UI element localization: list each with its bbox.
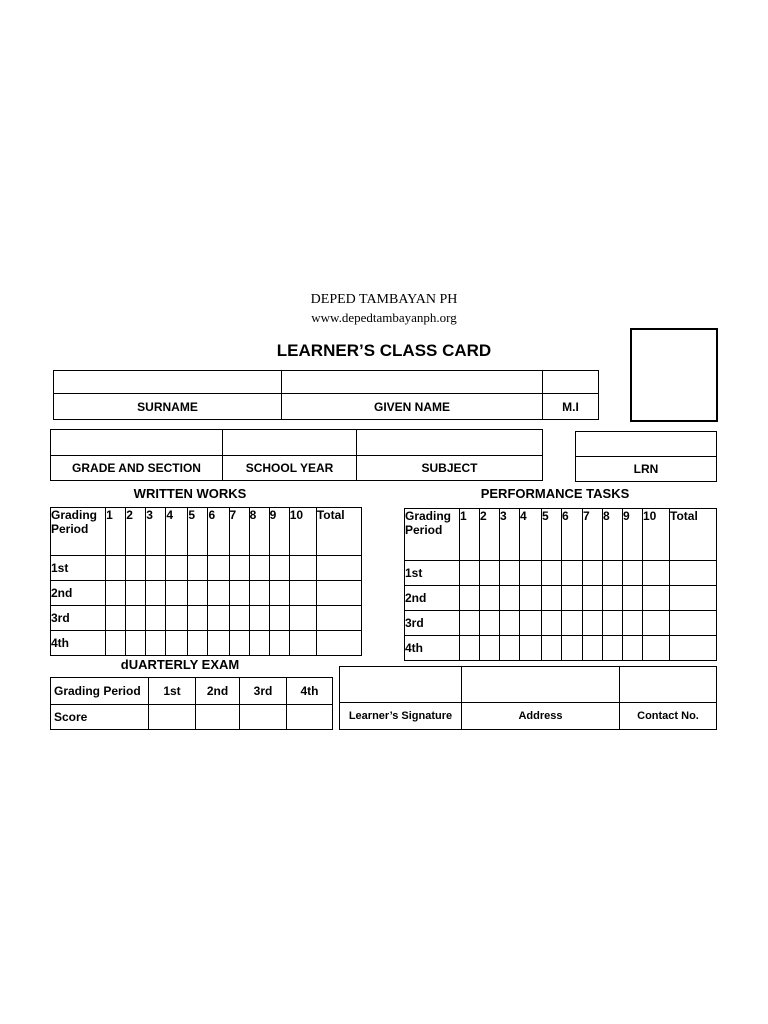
address-label: Address (462, 703, 620, 730)
table-row (51, 606, 362, 631)
qe-score-4th[interactable] (287, 705, 333, 730)
pt-row-label: 1st (405, 561, 460, 586)
qe-score-label: Score (51, 705, 149, 730)
ww-col-4: 4 (166, 508, 188, 556)
pt-col-5: 5 (542, 509, 562, 561)
ww-col-3: 3 (146, 508, 166, 556)
quarterly-exam-title: dUARTERLY EXAM (120, 657, 240, 672)
signature-label: Learner’s Signature (340, 703, 462, 730)
pt-col-6: 6 (562, 509, 583, 561)
subject-label: SUBJECT (357, 456, 543, 481)
signature-table (339, 666, 717, 730)
pt-col-4: 4 (520, 509, 542, 561)
table-row (405, 561, 717, 586)
table-row (51, 631, 362, 656)
table-row (405, 586, 717, 611)
pt-col-10: 10 (643, 509, 670, 561)
surname-field[interactable] (54, 371, 282, 394)
ww-row-label: 1st (51, 556, 106, 581)
pt-row-label: 4th (405, 636, 460, 661)
ww-col-10: 10 (289, 508, 316, 556)
name-table (53, 370, 599, 420)
performance-tasks-title: PERFORMANCE TASKS (480, 486, 630, 501)
written-works-title: WRITTEN WORKS (133, 486, 247, 501)
table-row (51, 581, 362, 606)
ww-row-label: 4th (51, 631, 106, 656)
ww-col-2: 2 (126, 508, 146, 556)
pt-col-1: 1 (460, 509, 480, 561)
table-row (51, 705, 333, 730)
pt-col-9: 9 (623, 509, 643, 561)
grade-section-field[interactable] (51, 430, 223, 456)
lrn-label: LRN (576, 457, 717, 482)
qe-period-header: Grading Period (51, 678, 149, 705)
school-year-label: SCHOOL YEAR (223, 456, 357, 481)
pt-col-2: 2 (480, 509, 500, 561)
qe-col-2nd: 2nd (196, 678, 240, 705)
ww-col-9: 9 (269, 508, 289, 556)
qe-col-1st: 1st (149, 678, 196, 705)
ww-row-label: 3rd (51, 606, 106, 631)
table-row (405, 636, 717, 661)
pt-col-8: 8 (603, 509, 623, 561)
mi-field[interactable] (543, 371, 599, 394)
ww-col-6: 6 (208, 508, 229, 556)
page-title: LEARNER’S CLASS CARD (276, 341, 492, 360)
website-url: www.depedtambayanph.org (311, 310, 457, 325)
signature-field[interactable] (340, 667, 462, 703)
ww-col-total: Total (316, 508, 361, 556)
table-row (405, 611, 717, 636)
surname-label: SURNAME (54, 394, 282, 420)
grade-section-label: GRADE AND SECTION (51, 456, 223, 481)
contact-field[interactable] (620, 667, 717, 703)
ww-period-header: Grading Period (51, 508, 106, 556)
given-name-label: GIVEN NAME (282, 394, 543, 420)
ww-row-label: 2nd (51, 581, 106, 606)
lrn-field[interactable] (576, 432, 717, 457)
mi-label: M.I (543, 394, 599, 420)
address-field[interactable] (462, 667, 620, 703)
ww-col-8: 8 (249, 508, 269, 556)
ww-col-5: 5 (188, 508, 208, 556)
given-name-field[interactable] (282, 371, 543, 394)
info-table (50, 429, 543, 481)
table-row (51, 556, 362, 581)
school-year-field[interactable] (223, 430, 357, 456)
lrn-table (575, 431, 717, 482)
contact-label: Contact No. (620, 703, 717, 730)
qe-score-1st[interactable] (149, 705, 196, 730)
ww-col-1: 1 (106, 508, 126, 556)
pt-col-3: 3 (500, 509, 520, 561)
performance-tasks-table (404, 508, 717, 661)
qe-col-3rd: 3rd (240, 678, 287, 705)
pt-row-label: 3rd (405, 611, 460, 636)
pt-col-total: Total (670, 509, 717, 561)
qe-score-3rd[interactable] (240, 705, 287, 730)
pt-period-header: Grading Period (405, 509, 460, 561)
photo-box (630, 328, 718, 422)
pt-col-7: 7 (583, 509, 603, 561)
ww-col-7: 7 (229, 508, 249, 556)
subject-field[interactable] (357, 430, 543, 456)
organization-name: DEPED TAMBAYAN PH (310, 292, 458, 307)
qe-score-2nd[interactable] (196, 705, 240, 730)
written-works-table (50, 507, 362, 656)
pt-row-label: 2nd (405, 586, 460, 611)
quarterly-exam-table (50, 677, 333, 730)
qe-col-4th: 4th (287, 678, 333, 705)
